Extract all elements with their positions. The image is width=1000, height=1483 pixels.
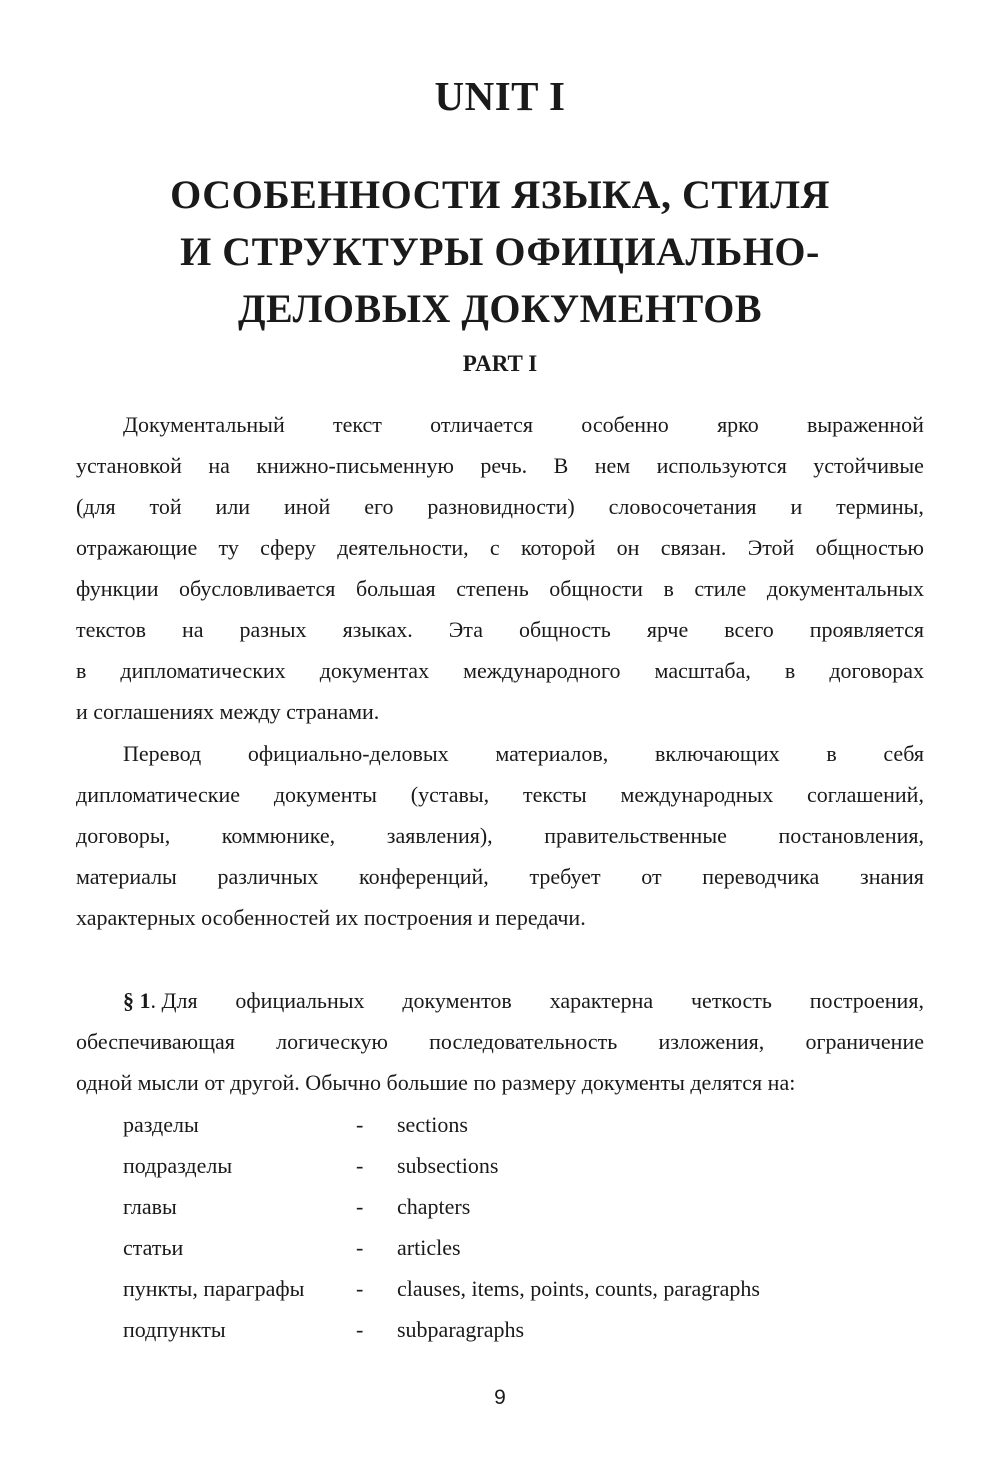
word: правительственные	[544, 823, 727, 848]
word: используются	[656, 453, 787, 478]
word: в	[784, 658, 796, 683]
word: постановления,	[778, 823, 924, 848]
part-title: PART I	[462, 351, 538, 376]
word: характерна	[549, 988, 654, 1013]
word: общностью	[815, 535, 924, 560]
word: общность	[518, 617, 611, 642]
paragraph-line	[76, 1021, 924, 1062]
word: языках.	[342, 617, 413, 642]
term-english: subparagraphs	[397, 1317, 525, 1342]
word: соглашений,	[807, 782, 924, 807]
word: степень	[456, 576, 529, 601]
word: разновидности)	[427, 494, 575, 519]
term-row	[123, 1186, 883, 1227]
word: общности	[549, 576, 643, 601]
paragraph-line	[76, 980, 924, 1021]
word: четкость	[690, 988, 772, 1013]
paragraph-line	[76, 733, 924, 774]
page-number: 9	[494, 1386, 506, 1409]
word: различных	[217, 864, 319, 889]
word: выраженной	[807, 412, 924, 437]
document-division-terms	[123, 1104, 883, 1350]
word: материалы	[76, 864, 177, 889]
word: Эта	[448, 617, 483, 642]
word: обусловливается	[179, 576, 336, 601]
term-russian: пункты, параграфы	[123, 1276, 305, 1301]
chapter-title-line: И СТРУКТУРЫ ОФИЦИАЛЬНО-	[180, 229, 820, 274]
word: официальных	[235, 988, 365, 1013]
word: себя	[883, 741, 924, 766]
term-row	[123, 1104, 883, 1145]
word: отражающие	[76, 535, 198, 560]
word: включающих	[654, 741, 780, 766]
word: в	[76, 658, 87, 683]
word: нем	[594, 453, 631, 478]
section-mark: § 1	[123, 988, 151, 1013]
unit-title: UNIT I	[434, 73, 566, 119]
term-row	[123, 1227, 883, 1268]
word: на	[208, 453, 230, 478]
term-dash: -	[356, 1235, 364, 1260]
term-english: sections	[397, 1112, 468, 1137]
word: официально-деловых	[247, 741, 449, 766]
chapter-title-line: ОСОБЕННОСТИ ЯЗЫКА, СТИЛЯ	[170, 172, 830, 217]
term-english: chapters	[397, 1194, 471, 1219]
paragraph-line	[76, 486, 924, 527]
term-russian: подпункты	[123, 1317, 226, 1342]
term-english: subsections	[397, 1153, 499, 1178]
word: проявляется	[809, 617, 924, 642]
paragraph-document-text	[76, 404, 924, 732]
word: договорах	[829, 658, 924, 683]
word: конференций,	[359, 864, 489, 889]
word: документах	[319, 658, 430, 683]
word: с	[489, 535, 500, 560]
term-russian: подразделы	[123, 1153, 233, 1178]
paragraph-line	[76, 650, 924, 691]
word: (уставы,	[410, 782, 490, 807]
word: той	[149, 494, 182, 519]
word: ограничение	[805, 1029, 924, 1054]
word: или	[215, 494, 251, 519]
word: дипломатические	[76, 782, 241, 807]
word: ярче	[646, 617, 689, 642]
word: последовательность	[429, 1029, 618, 1054]
word: большая	[355, 576, 436, 601]
word: и	[790, 494, 803, 519]
term-row	[123, 1268, 883, 1309]
term-dash: -	[356, 1194, 364, 1219]
word: требует	[529, 864, 601, 889]
term-row	[123, 1309, 883, 1350]
word: всего	[724, 617, 774, 642]
word: Для	[161, 988, 198, 1013]
paragraph-line: и соглашениях между странами.	[76, 699, 380, 724]
word: построения,	[809, 988, 924, 1013]
word: в	[826, 741, 837, 766]
word: коммюнике,	[221, 823, 336, 848]
word: от	[641, 864, 662, 889]
word: он	[616, 535, 640, 560]
word: иной	[283, 494, 331, 519]
word: устойчивые	[813, 453, 924, 478]
word: которой	[520, 535, 596, 560]
word: обеспечивающая	[76, 1029, 235, 1054]
term-english: clauses, items, points, counts, paragraphs	[397, 1276, 760, 1301]
term-english: articles	[397, 1235, 461, 1260]
word: переводчика	[702, 864, 820, 889]
term-dash: -	[356, 1276, 364, 1301]
paragraph-line	[76, 527, 924, 568]
word: тексты	[522, 782, 587, 807]
paragraph-translation	[76, 733, 924, 938]
word: связан.	[660, 535, 727, 560]
word: международных	[620, 782, 774, 807]
paragraph-line	[76, 856, 924, 897]
word: термины,	[836, 494, 924, 519]
word: договоры,	[76, 823, 171, 848]
section-mark-dot: .	[150, 988, 156, 1013]
word: ярко	[717, 412, 759, 437]
chapter-title-line: ДЕЛОВЫХ ДОКУМЕНТОВ	[237, 286, 763, 331]
word: документов	[402, 988, 512, 1013]
chapter-title	[0, 166, 1000, 337]
word: текстов	[76, 617, 146, 642]
word: его	[364, 494, 394, 519]
word: В	[553, 453, 569, 478]
word: сферу	[260, 535, 316, 560]
paragraph-line: характерных особенностей их построения и передачи.	[76, 905, 586, 930]
word: функции	[76, 576, 159, 601]
section-lead	[123, 980, 198, 1021]
term-russian: разделы	[123, 1112, 199, 1137]
word: Перевод	[123, 741, 202, 766]
word: текст	[332, 412, 382, 437]
word: особенно	[581, 412, 669, 437]
paragraph-line: одной мысли от другой. Обычно большие по размеру документы делятся на:	[76, 1070, 796, 1095]
word: стиле	[694, 576, 747, 601]
paragraph-section-1	[76, 980, 924, 1103]
word: логическую	[276, 1029, 388, 1054]
word: заявления),	[386, 823, 493, 848]
word: установкой	[76, 453, 182, 478]
word: изложения,	[658, 1029, 765, 1054]
paragraph-line	[76, 404, 924, 445]
term-dash: -	[356, 1153, 364, 1178]
word: на	[182, 617, 204, 642]
word: дипломатических	[120, 658, 286, 683]
term-dash: -	[356, 1112, 364, 1137]
word: разных	[239, 617, 307, 642]
word: документы	[273, 782, 377, 807]
paragraph-line	[76, 815, 924, 856]
word: (для	[76, 494, 116, 519]
term-row	[123, 1145, 883, 1186]
word: масштаба,	[654, 658, 751, 683]
word: Этой	[747, 535, 795, 560]
word: речь.	[480, 453, 528, 478]
word: документальных	[766, 576, 924, 601]
paragraph-line	[76, 568, 924, 609]
paragraph-line	[76, 774, 924, 815]
term-russian: главы	[123, 1194, 177, 1219]
word: международного	[463, 658, 621, 683]
paragraph-line	[76, 609, 924, 650]
paragraph-line	[76, 445, 924, 486]
word: ту	[218, 535, 239, 560]
term-russian: статьи	[123, 1235, 184, 1260]
word: отличается	[430, 412, 534, 437]
word: словосочетания	[608, 494, 757, 519]
word: книжно-письменную	[256, 453, 454, 478]
word: деятельности,	[337, 535, 469, 560]
word: знания	[860, 864, 924, 889]
word: материалов,	[495, 741, 609, 766]
term-dash: -	[356, 1317, 364, 1342]
word: Документальный	[123, 412, 285, 437]
word: в	[663, 576, 674, 601]
